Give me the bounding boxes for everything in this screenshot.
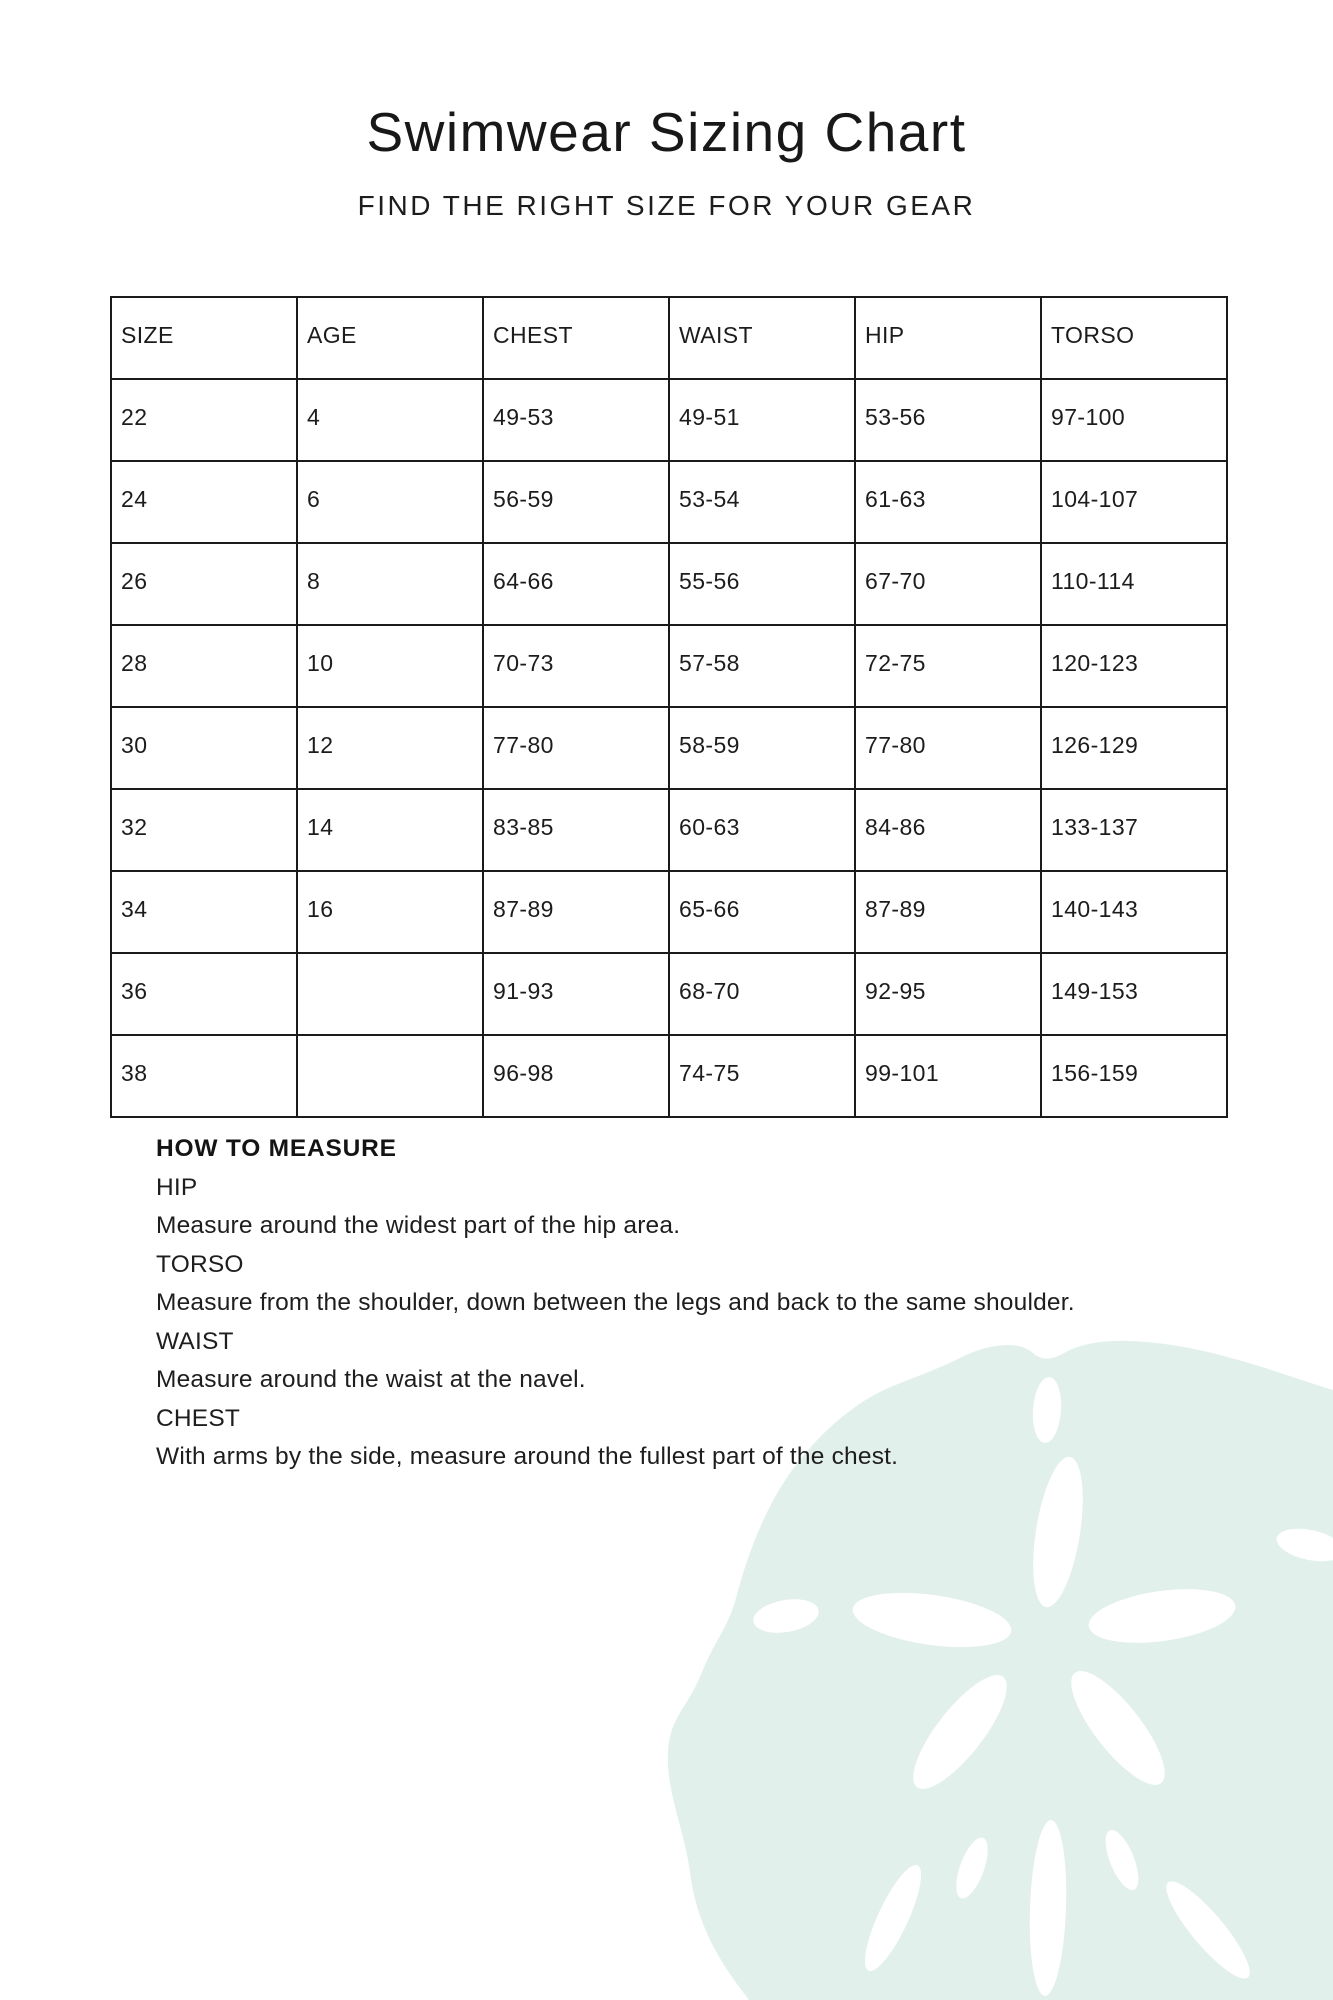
table-cell: 70-73 (483, 625, 669, 707)
table-cell: 149-153 (1041, 953, 1227, 1035)
column-header: TORSO (1041, 297, 1227, 379)
table-cell: 16 (297, 871, 483, 953)
table-cell: 77-80 (855, 707, 1041, 789)
table-cell: 97-100 (1041, 379, 1227, 461)
table-cell: 87-89 (855, 871, 1041, 953)
measure-label: WAIST (156, 1327, 234, 1355)
table-cell (297, 953, 483, 1035)
table-cell: 24 (111, 461, 297, 543)
table-cell: 110-114 (1041, 543, 1227, 625)
table-cell: 77-80 (483, 707, 669, 789)
page-subtitle: FIND THE RIGHT SIZE FOR YOUR GEAR (357, 190, 976, 221)
column-header: HIP (855, 297, 1041, 379)
table-cell: 32 (111, 789, 297, 871)
measure-description: Measure around the waist at the navel. (156, 1366, 586, 1393)
table-cell: 8 (297, 543, 483, 625)
table-cell: 83-85 (483, 789, 669, 871)
table-cell: 64-66 (483, 543, 669, 625)
table-cell: 49-53 (483, 379, 669, 461)
table-header-row (111, 297, 1227, 379)
table-cell (297, 1035, 483, 1117)
page-title: Swimwear Sizing Chart (366, 101, 967, 163)
table-cell: 34 (111, 871, 297, 953)
table-cell: 72-75 (855, 625, 1041, 707)
table-cell: 74-75 (669, 1035, 855, 1117)
table-cell: 92-95 (855, 953, 1041, 1035)
table-cell: 91-93 (483, 953, 669, 1035)
table-cell: 53-56 (855, 379, 1041, 461)
table-cell: 133-137 (1041, 789, 1227, 871)
table-cell: 87-89 (483, 871, 669, 953)
table-cell: 49-51 (669, 379, 855, 461)
table-cell: 30 (111, 707, 297, 789)
table-cell: 126-129 (1041, 707, 1227, 789)
measure-description: With arms by the side, measure around the fullest part of the chest. (156, 1443, 899, 1470)
table-row (111, 1035, 1227, 1117)
column-header: AGE (297, 297, 483, 379)
table-cell: 58-59 (669, 707, 855, 789)
table-cell: 12 (297, 707, 483, 789)
table-cell: 56-59 (483, 461, 669, 543)
table-cell: 99-101 (855, 1035, 1041, 1117)
how-to-measure-section (156, 1130, 1236, 1477)
table-cell: 14 (297, 789, 483, 871)
table-cell: 6 (297, 461, 483, 543)
table-cell: 10 (297, 625, 483, 707)
column-header: SIZE (111, 297, 297, 379)
measure-description: Measure around the widest part of the hip area. (156, 1212, 681, 1239)
table-cell: 65-66 (669, 871, 855, 953)
table-cell: 140-143 (1041, 871, 1227, 953)
table-row (111, 461, 1227, 543)
table-cell: 104-107 (1041, 461, 1227, 543)
table-row (111, 625, 1227, 707)
measure-label: TORSO (156, 1250, 244, 1278)
table-cell: 55-56 (669, 543, 855, 625)
table-row (111, 789, 1227, 871)
table-cell: 36 (111, 953, 297, 1035)
table-row (111, 707, 1227, 789)
table-cell: 68-70 (669, 953, 855, 1035)
table-cell: 120-123 (1041, 625, 1227, 707)
table-cell: 4 (297, 379, 483, 461)
measure-list (156, 1169, 1236, 1477)
table-cell: 53-54 (669, 461, 855, 543)
table-cell: 156-159 (1041, 1035, 1227, 1117)
table-cell: 22 (111, 379, 297, 461)
size-chart-table-wrap (110, 296, 1228, 1118)
table-cell: 28 (111, 625, 297, 707)
table-cell: 57-58 (669, 625, 855, 707)
table-cell: 84-86 (855, 789, 1041, 871)
table-row (111, 871, 1227, 953)
table-row (111, 379, 1227, 461)
table-row (111, 953, 1227, 1035)
measure-description: Measure from the shoulder, down between the legs and back to the same shoulder. (156, 1289, 1075, 1316)
how-to-measure-heading: HOW TO MEASURE (156, 1135, 397, 1162)
table-cell: 26 (111, 543, 297, 625)
table-cell: 38 (111, 1035, 297, 1117)
table-row (111, 543, 1227, 625)
table-cell: 61-63 (855, 461, 1041, 543)
column-header: WAIST (669, 297, 855, 379)
measure-label: HIP (156, 1173, 198, 1201)
measure-label: CHEST (156, 1404, 241, 1432)
size-chart-table (110, 296, 1228, 1118)
table-cell: 60-63 (669, 789, 855, 871)
column-header: CHEST (483, 297, 669, 379)
table-cell: 96-98 (483, 1035, 669, 1117)
table-cell: 67-70 (855, 543, 1041, 625)
